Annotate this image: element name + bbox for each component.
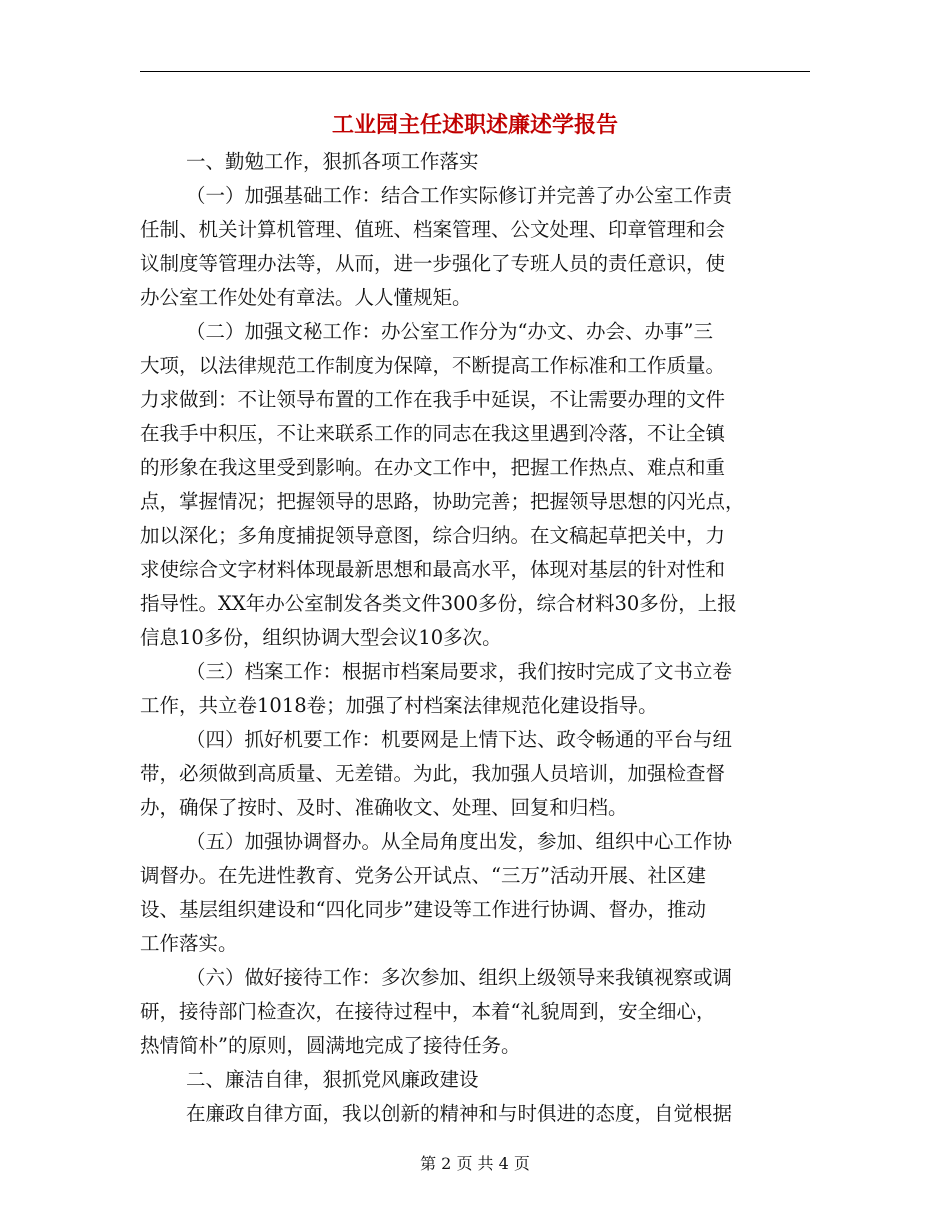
paragraph-line: （一）加强基础工作：结合工作实际修订并完善了办公室工作责: [186, 184, 733, 207]
paragraph-line: 办公室工作处处有章法。人人懂规矩。: [140, 286, 472, 309]
paragraph-line: 热情简朴”的原则，圆满地完成了接待任务。: [140, 1034, 521, 1057]
paragraph-line: 办，确保了按时、及时、准确收文、处理、回复和归档。: [140, 796, 628, 819]
heading-2: 二、廉洁自律，狠抓党风廉政建设: [186, 1068, 479, 1091]
paragraph-line: 指导性。XX年办公室制发各类文件300多份，综合材料30多份，上报: [140, 592, 737, 615]
document-title: 工业园主任述职述廉述学报告: [331, 113, 618, 138]
paragraph-line: 求使综合文字材料体现最新思想和最高水平，体现对基层的针对性和: [140, 558, 726, 581]
paragraph-line: 设、基层组织建设和“四化同步”建设等工作进行协调、督办，推动: [140, 898, 706, 921]
paragraph-line: 任制、机关计算机管理、值班、档案管理、公文处理、印章管理和会: [140, 218, 726, 241]
paragraph-line: （三）档案工作：根据市档案局要求，我们按时完成了文书立卷: [186, 660, 733, 683]
paragraph-line: 点，掌握情况；把握领导的思路，协助完善；把握领导思想的闪光点，: [140, 490, 745, 513]
paragraph-line: 的形象在我这里受到影响。在办文工作中，把握工作热点、难点和重: [140, 456, 726, 479]
paragraph-line: （六）做好接待工作：多次参加、组织上级领导来我镇视察或调: [186, 966, 733, 989]
paragraph-line: 在我手中积压，不让来联系工作的同志在我这里遇到冷落，不让全镇: [140, 422, 726, 445]
paragraph-line: 力求做到：不让领导布置的工作在我手中延误，不让需要办理的文件: [140, 388, 726, 411]
header-rule: [140, 71, 810, 72]
paragraph-line: 大项，以法律规范工作制度为保障，不断提高工作标准和工作质量。: [140, 354, 726, 377]
paragraph-line: 议制度等管理办法等，从而，进一步强化了专班人员的责任意识，使: [140, 252, 726, 275]
paragraph-line: 在廉政自律方面，我以创新的精神和与时俱进的态度，自觉根据: [186, 1102, 733, 1125]
paragraph-line: 加以深化；多角度捕捉领导意图，综合归纳。在文稿起草把关中，力: [140, 524, 726, 547]
paragraph-line: 调督办。在先进性教育、党务公开试点、“三万”活动开展、社区建: [140, 864, 706, 887]
paragraph-line: 工作落实。: [140, 932, 238, 955]
paragraph-line: 带，必须做到高质量、无差错。为此，我加强人员培训，加强检查督: [140, 762, 726, 785]
heading-1: 一、勤勉工作，狠抓各项工作落实: [186, 150, 479, 173]
paragraph-line: 信息10多份，组织协调大型会议10多次。: [140, 626, 502, 649]
paragraph-line: 工作，共立卷1018卷；加强了村档案法律规范化建设指导。: [140, 694, 658, 717]
paragraph-line: （四）抓好机要工作：机要网是上情下达、政令畅通的平台与纽: [186, 728, 733, 751]
paragraph-line: （二）加强文秘工作：办公室工作分为“办文、办会、办事”三: [186, 320, 713, 343]
paragraph-line: （五）加强协调督办。从全局角度出发，参加、组织中心工作协: [186, 830, 733, 853]
paragraph-line: 研，接待部门检查次，在接待过程中，本着“礼貌周到，安全细心，: [140, 1000, 716, 1023]
page-footer: 第 2 页 共 4 页: [420, 1154, 530, 1173]
